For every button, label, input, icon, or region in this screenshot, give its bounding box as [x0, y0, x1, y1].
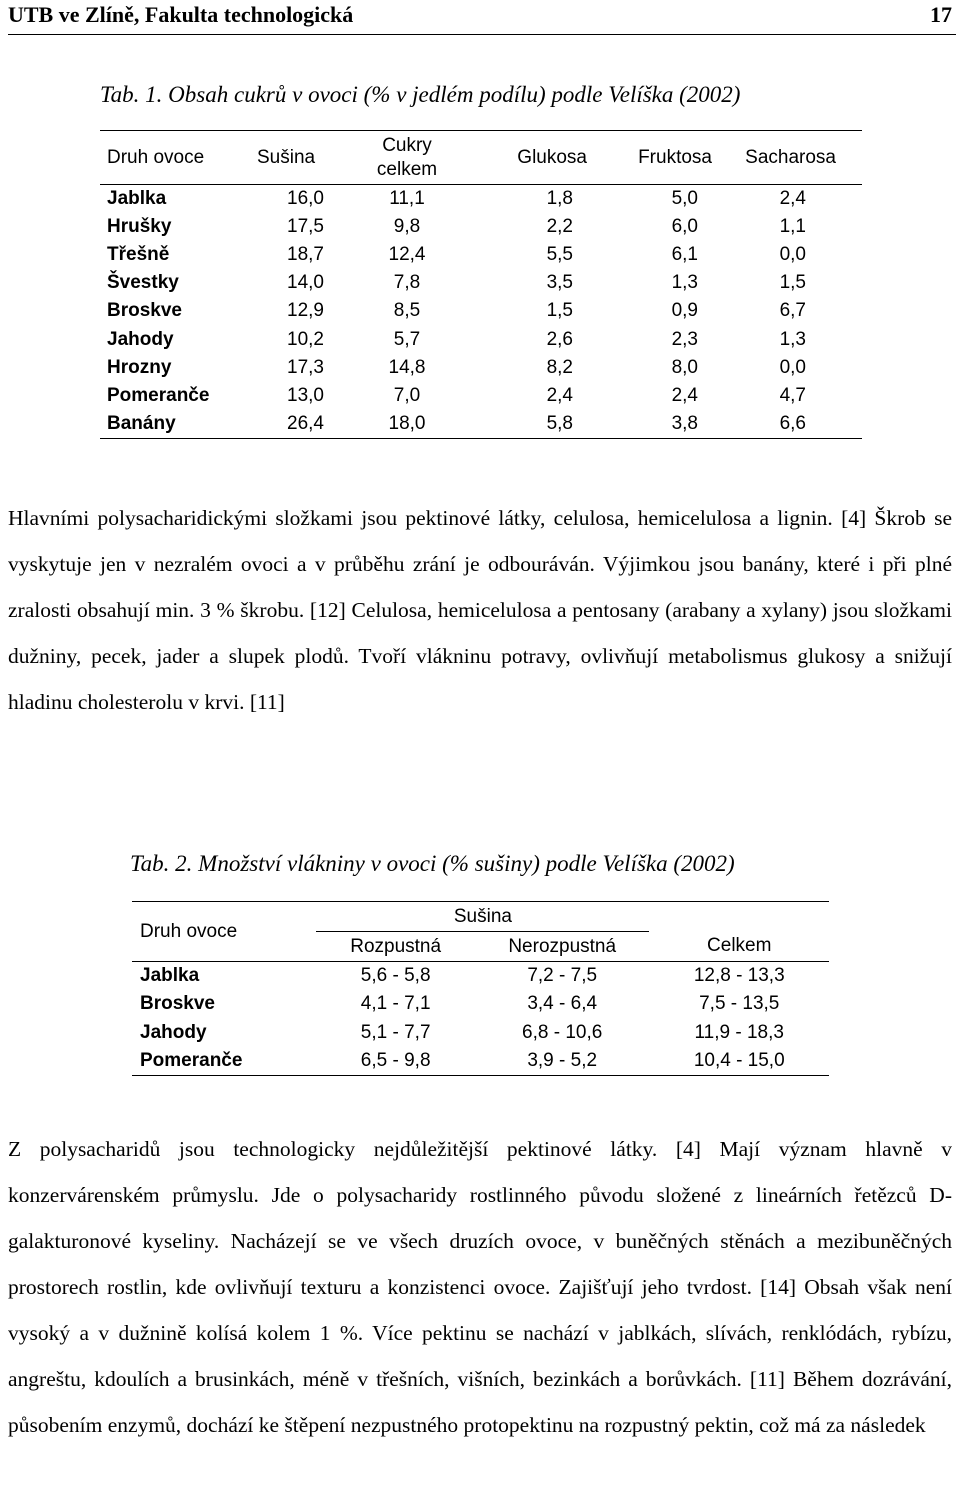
- table-cell: 7,0: [393, 384, 421, 406]
- table-cell: 3,9 - 5,2: [475, 1047, 650, 1076]
- table-cell: 1,8: [546, 187, 573, 209]
- table-row: [100, 382, 862, 410]
- table1-header-cell: Sušina: [257, 131, 352, 185]
- paragraph-polysaccharides: Hlavními polysacharidickými složkami jsou pektinové látky, celulosa, hemicelulosa a lignin. [4] Škrob se vyskytuje jen v nezralém ovoci a v průběhu zrání je odbouráván. Výjimkou jsou banány, které i při plné zralosti obsahují min. 3 % škrobu. [12] Celulosa, hemicelulosa a pentosany (arabany a xylany) jsou složkami dužniny, pecek, jader a slupek plodů. Tvoří vlákninu potravy, ovlivňují metabolismus glukosy a snižují hladinu cholesterolu v krvi. [11]: [8, 506, 952, 714]
- table-cell: 12,4: [388, 243, 426, 265]
- table-cell: 9,8: [393, 215, 421, 237]
- table-row: [100, 354, 862, 382]
- table-row: [132, 1047, 829, 1076]
- fruit-name: Banány: [100, 410, 257, 438]
- table1-header-row: [100, 131, 862, 185]
- table-cell: 6,8 - 10,6: [522, 1021, 603, 1043]
- table-row: [132, 990, 829, 1019]
- table-cell: 2,6: [546, 328, 573, 350]
- table-cell: 16,0: [287, 187, 324, 209]
- fruit-name: Broskve: [140, 993, 215, 1015]
- header-title: UTB ve Zlíně, Fakulta technologická: [8, 2, 354, 27]
- table2-header-cell: Druh ovoce: [132, 902, 316, 962]
- table-cell: 17,5: [287, 215, 324, 237]
- table-cell: 5,1 - 7,7: [360, 1021, 431, 1043]
- table-cell: 13,0: [287, 384, 324, 406]
- table-cell: 6,1: [671, 243, 698, 265]
- sugar-content-table: [100, 130, 862, 439]
- fruit-name: Třešně: [107, 243, 170, 265]
- table-row: [100, 269, 862, 297]
- table-cell: 2,3: [671, 328, 698, 350]
- table-row: [100, 241, 862, 269]
- table-cell: 5,8: [462, 410, 587, 438]
- fruit-name: Pomeranče: [107, 384, 210, 406]
- table-cell: 12,9: [287, 300, 324, 322]
- table-row: [100, 185, 862, 213]
- table1-caption: Tab. 1. Obsah cukrů v ovoci (% v jedlém podílu) podle Velíška (2002): [100, 82, 741, 107]
- table1-header-cell: Sacharosa: [712, 131, 862, 185]
- page-header: [8, 0, 956, 35]
- table-cell: 5,7: [393, 328, 421, 350]
- table-cell: 1,3: [671, 272, 698, 294]
- table1-header-cell: Druh ovoce: [100, 131, 257, 185]
- table-cell: 18,7: [287, 243, 324, 265]
- table-cell: 14,8: [388, 356, 426, 378]
- table-cell: 17,3: [287, 356, 324, 378]
- fruit-name: Hrušky: [107, 215, 172, 237]
- table-cell: 6,5 - 9,8: [316, 1047, 475, 1076]
- table-cell: 2,4: [671, 384, 698, 406]
- fruit-name: Jahody: [140, 1021, 207, 1043]
- fruit-name: Hrozny: [107, 356, 172, 378]
- table-cell: 1,3: [779, 328, 806, 350]
- table2-header-cell: Celkem: [649, 932, 829, 962]
- table-row: [100, 213, 862, 241]
- table-cell: 10,2: [287, 328, 324, 350]
- table-row: [100, 410, 862, 438]
- fiber-content-table: [132, 901, 829, 1076]
- table1-header-cell: Cukry celkem: [352, 131, 462, 185]
- table-cell: 8,0: [671, 356, 698, 378]
- table-cell: 0,0: [779, 356, 806, 378]
- table-cell: 6,6: [712, 410, 862, 438]
- table-cell: 4,7: [779, 384, 806, 406]
- table2-group-row: [132, 902, 829, 932]
- table-cell: 2,2: [546, 215, 573, 237]
- table-cell: 1,5: [546, 300, 573, 322]
- table-cell: 5,0: [671, 187, 698, 209]
- table2-caption: Tab. 2. Množství vlákniny v ovoci (% sušiny) podle Velíška (2002): [130, 851, 735, 876]
- fruit-name: Pomeranče: [132, 1047, 316, 1076]
- table-cell: 0,0: [779, 243, 806, 265]
- table-row: [100, 325, 862, 353]
- table-cell: 26,4: [257, 410, 352, 438]
- paragraph-pectin: Z polysacharidů jsou technologicky nejdůležitější pektinové látky. [4] Mají význam hlavně v konzervárenském průmyslu. Jde o polysacharidy rostlinného původu složené z lineárních řetězců D-galakturonové kyseliny. Nacházejí se ve všech druzích ovoce, v buněčných stěnách a mezibuněčných prostorech rostlin, kde ovlivňují texturu a konzistenci ovoce. Zajišťují jeho tvrdost. [14] Obsah však není vysoký a v dužnině kolísá kolem 1 %. Více pektinu se nachází v jablkách, slívách, renklódách, rybízu, angreštu, kdoulích a brusinkách, méně v třešních, višních, bezinkách a borůvkách. [11] Během dozrávání, působením enzymů, dochází ke štěpení nezpustného protopektinu na rozpustný pektin, což má za následek: [8, 1137, 952, 1437]
- table-cell: 5,6 - 5,8: [360, 965, 431, 986]
- table-cell: 11,9 - 18,3: [694, 1021, 784, 1043]
- table-cell: 5,5: [546, 243, 573, 265]
- table-cell: 10,4 - 15,0: [649, 1047, 829, 1076]
- table2-group-header: Sušina: [316, 902, 649, 932]
- table-cell: 14,0: [287, 272, 324, 294]
- table-cell: 3,8: [587, 410, 712, 438]
- table-cell: 7,8: [393, 272, 421, 294]
- table2-empty-cell: [649, 902, 829, 932]
- fruit-name: Jablka: [107, 187, 167, 209]
- table-cell: 8,5: [393, 300, 421, 322]
- table-cell: 0,9: [671, 300, 698, 322]
- table1-header-cell: Glukosa: [462, 131, 587, 185]
- table-cell: 6,0: [671, 215, 698, 237]
- table-cell: 12,8 - 13,3: [693, 965, 785, 986]
- table-cell: 11,1: [389, 187, 425, 209]
- table-row: [132, 962, 829, 991]
- table-cell: 1,1: [779, 215, 806, 237]
- table-row: [132, 1019, 829, 1048]
- table-cell: 4,1 - 7,1: [360, 993, 431, 1015]
- fruit-name: Jablka: [140, 965, 200, 986]
- fruit-name: Švestky: [107, 272, 179, 294]
- table2-header-cell: Nerozpustná: [475, 932, 650, 962]
- table-cell: 6,7: [779, 300, 806, 322]
- fruit-name: Jahody: [107, 328, 174, 350]
- table-cell: 2,4: [779, 187, 806, 209]
- table-cell: 7,5 - 13,5: [699, 993, 780, 1015]
- table-row: [100, 297, 862, 325]
- table-cell: 8,2: [546, 356, 573, 378]
- page-number: 17: [930, 2, 952, 27]
- table-cell: 18,0: [352, 410, 462, 438]
- table-cell: 3,4 - 6,4: [527, 993, 598, 1015]
- table-cell: 1,5: [779, 272, 806, 294]
- table2-header-cell: Rozpustná: [316, 932, 475, 962]
- table1-header-cell: Fruktosa: [587, 131, 712, 185]
- table-cell: 7,2 - 7,5: [527, 965, 598, 986]
- fruit-name: Broskve: [107, 300, 182, 322]
- table-cell: 2,4: [546, 384, 573, 406]
- table-cell: 3,5: [546, 272, 573, 294]
